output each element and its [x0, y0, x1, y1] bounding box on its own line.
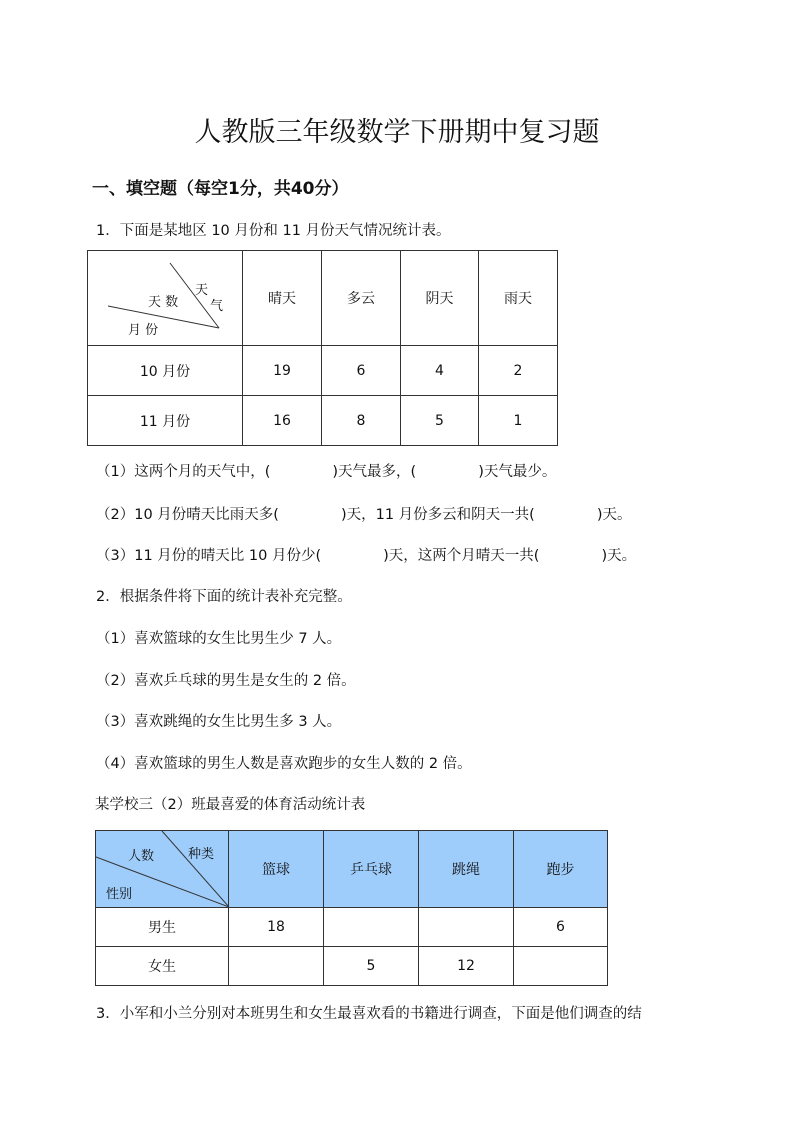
question-3-stem: 3．小军和小兰分别对本班男生和女生最喜欢看的书籍进行调查，下面是他们调查的结: [96, 1006, 642, 1022]
condition-item: （1）喜欢篮球的女生比男生少 7 人。: [96, 631, 342, 647]
column-header: 乒乓球: [324, 831, 419, 908]
column-header: 阴天: [401, 251, 479, 346]
table-cell: 16: [243, 396, 322, 446]
text-part: )天，11 月份多云和阴天一共(: [340, 507, 535, 523]
table-row: [88, 396, 558, 446]
corner-label-top-left: 人数: [128, 849, 155, 864]
row-label: 男生: [96, 908, 229, 947]
table-row: [88, 346, 558, 396]
table-cell: 8: [322, 396, 401, 446]
diagonal-header-cell: [96, 831, 229, 908]
table-row: [96, 947, 608, 986]
page-title: 人教版三年级数学下册期中复习题: [194, 117, 600, 148]
question-1-stem: 1．下面是某地区 10 月份和 11 月份天气情况统计表。: [96, 223, 451, 239]
diagonal-header-cell: [88, 251, 243, 346]
column-header: 晴天: [243, 251, 322, 346]
section-heading: 一、填空题（每空1分，共40分）: [92, 179, 349, 199]
row-label: 女生: [96, 947, 229, 986]
column-header: 多云: [322, 251, 401, 346]
table-cell: 19: [243, 346, 322, 396]
text-part: （1）这两个月的天气中，(: [96, 464, 271, 480]
condition-item: （4）喜欢篮球的男生人数是喜欢跑步的女生人数的 2 倍。: [96, 756, 472, 772]
text-part: （3）11 月份的晴天比 10 月份少(: [96, 548, 322, 564]
table-cell: 6: [514, 908, 608, 947]
text-part: )天气最少。: [478, 464, 557, 480]
table-cell[interactable]: [514, 947, 608, 986]
table-cell: 5: [401, 396, 479, 446]
table-cell: 6: [322, 346, 401, 396]
table-cell: 1: [479, 396, 558, 446]
column-header: 雨天: [479, 251, 558, 346]
column-header: 跳绳: [419, 831, 514, 908]
text-part: )天。: [596, 507, 632, 523]
condition-item: （2）喜欢乒乓球的男生是女生的 2 倍。: [96, 673, 356, 689]
corner-label-top: 天: [195, 283, 209, 298]
row-label: 10 月份: [88, 346, 243, 396]
table-cell: 2: [479, 346, 558, 396]
table-cell[interactable]: [419, 908, 514, 947]
weather-table: [87, 250, 558, 446]
sports-table: [95, 830, 608, 986]
question-2-stem: 2．根据条件将下面的统计表补充完整。: [96, 589, 352, 605]
corner-label-mid: 天 数: [148, 295, 179, 310]
column-header: 篮球: [229, 831, 324, 908]
table-cell[interactable]: [324, 908, 419, 947]
corner-label-bottom: 性别: [106, 887, 133, 902]
table-cell: 18: [229, 908, 324, 947]
table-cell: 4: [401, 346, 479, 396]
column-header: 跑步: [514, 831, 608, 908]
table-cell: 5: [324, 947, 419, 986]
condition-item: （3）喜欢跳绳的女生比男生多 3 人。: [96, 714, 342, 730]
text-part: )天，这两个月晴天一共(: [383, 548, 540, 564]
sub-question-3: [96, 544, 636, 565]
table-row: [96, 908, 608, 947]
text-part: （2）10 月份晴天比雨天多(: [96, 507, 279, 523]
sub-question-1: [96, 460, 556, 481]
text-part: )天。: [601, 548, 637, 564]
sub-question-2: [96, 503, 632, 524]
table-cell: 12: [419, 947, 514, 986]
table-cell[interactable]: [229, 947, 324, 986]
text-part: )天气最多，(: [332, 464, 417, 480]
table-title: 某学校三（2）班最喜爱的体育活动统计表: [95, 797, 366, 813]
corner-label-top2: 气: [210, 299, 224, 314]
row-label: 11 月份: [88, 396, 243, 446]
corner-label-bottom: 月 份: [128, 323, 159, 338]
corner-label-top-right: 种类: [188, 847, 215, 862]
